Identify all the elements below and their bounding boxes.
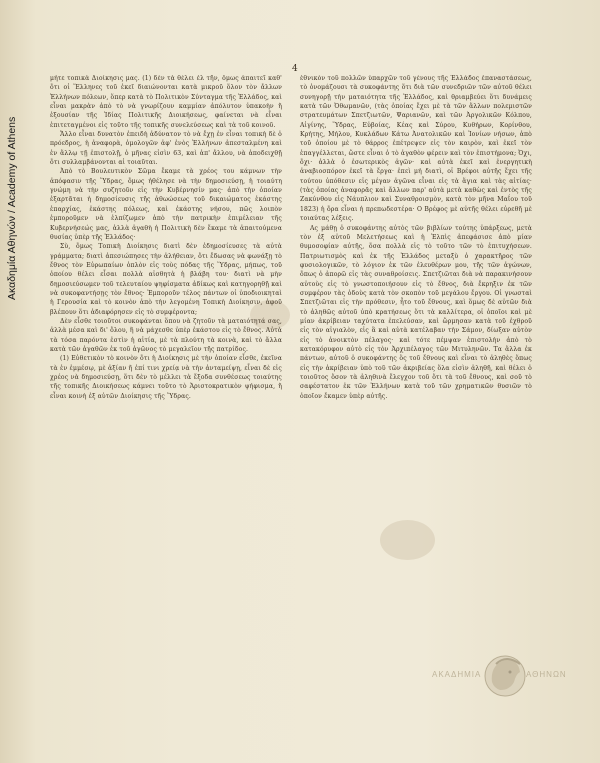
paragraph: Ἀπὸ τὸ Βουλευτικὸν Σῶμα ἔκαμε τὰ χρέος του κάμνων τὴν ἀπόφασιν τῆς Ὕδρας, ὅμως ἠθέλησε νὰ τὴν δημοσιεύσῃ, ἡ τοιαύτη γνώμη νὰ τὴν συζητοῦν εἰς τὴν Κυβέρνησίν μας· ἀπὸ τὴν ὁποίαν ἐξαρτᾶται ἡ δημοσίευσις τῆς ἀθωώσεως τοῦ δικαιώματος ἑκάστης ἐπαρχίας, ἑκάστης πόλεως, καὶ ἑκάστης νήσου, πῶς λοιπὸν ἐμποροῦμεν νὰ ἐλπίζωμεν ἀπὸ τὴν πατρικὴν ἐπιμέλειαν τῆς Κυβερνήσεώς μας, ἀλλὰ ἀγαθὴ ἡ Πολιτικὴ δὲν ἔκαμε τὰ ἀπαιτούμενα θυσίας ὑπὲρ τῆς Ἑλλάδος· [50,168,282,241]
right-text-column [300,74,532,401]
page-number: 4 [292,64,298,74]
paragraph: Ας μάθῃ ὁ συκοφάντης αὐτὸς τῶν βιβλίων τούτης ὑπάρξεως, μετὰ τὸν ἐξ αὐτοῦ Μελετήσεως καὶ ἡ Ἐλπὶς ἀπεφάσισε ἀπὸ μίαν θυμοσοφίαν αὐτῆς, ὅσα πολλὰ εἰς τὸ τοῦτο τῶν τὸ ἐπιτυχήσεων. Πατριωτισμὸς καὶ ἐκ τῆς Ἑλλάδος μεταξὺ ὁ χαρακτῆρος τῶν φυσιολογικῶν, τὸ λόγιον ἐκ τῶν ἐλευθέρων μου, τῆς τῶν ἀγώνων, ὅπως ὁ ἀπορῶ εἰς τὰς συναθροίσεις. Σπετζιῶται διὰ νὰ παρακινήσουν αὐτοὺς εἰς τὸ γνωστοποιήσουν εἰς τὸ ἔθνος, διὰ ἔκρηξιν ἐκ τῶν συμφέρον τὰς ὁδοὺς κατὰ τὸν σκοπὸν τοῦ μεγάλου ἔργου. Οἱ γνωσταὶ Σπετζιῶται εἰς τὴν πρόθεσιν, ἦτο τοῦ ἔθνους, καὶ ὅμως δὲ αὐτῶν διὰ τὸ ἀληθῶς αὐτοῦ ὑπὸ κρατήσεως ὅτι τὰ καλλίτερα, οἱ ὁποῖοι καὶ μὲ μίαν ἀκρίβειαν ταχύτατα ἐπελεύσαν, καὶ ὥρμησαν κατὰ τοῦ ἐχθροῦ εἰς τὸν αἰγιαλὸν, εἰς ἃ καὶ αὐτὰ κατέλαβαν τὴν Σάμον, δίωξαν αὐτὸν εἰς τὸ ἀνοικτὸν πέλαγος· καὶ τότε πέμψαν ἐπιστολὴν ἀπὸ τὸ κατακόρυφον αὐτὸ εἰς τὸν Ἀρχιπέλαγος τῶν Μιτυληνῶν. Τα ἄλλα ἐκ πάντων, αὐτοῦ ὁ συκοφάντης ὃς τοῦ ἔθνους καὶ εἶναι τὸ ἀληθὲς ὅπως εἰς τὴν ἀκρίβειαν ὑπὸ τοῦ τῶν ἀκριβείας ὅλα εἰσὶν ἀληθῆ, καὶ θέλει ὁ τοιοῦτος ὅσον τὰ ἀληθινὰ ἔλεγχον τοῦ ὅτι τὰ τοῦ ἔθνους, καὶ σοῦ τὸ σαφέστατον ἐκ τῶν Ἑλλήνων κατὰ τοῦ τῶν χρηματικῶν θυσιῶν τὸ ὁποῖον ἔκαμεν ὑπὲρ αὐτῆς. [300,224,532,400]
watermark-word-right: ΑΘΗΝΩΝ [526,670,567,679]
paper-stain [380,520,435,560]
academy-of-athens-watermark [430,652,580,702]
footnote: (1) Εὐθετικὸν τὸ κοινὸν ὅτι ἡ Διοίκησις μὲ τὴν ὁποίαν εἶσθε, ἐκεῖνα τὰ ἐν ἐμμέσῳ, μὲ ἀξίαν ἤ ἐπί τινι χρείᾳ νὰ τὴν ἀνταμείψῃ, εἶναι δὲ εἰς χρέος νὰ δημοσιεύσῃ, ὅτι δὲν τὸ μέλλει τὰ ἔξοδα συνθέσεως τοιαύτης τῆς τοπικῆς Διοικήσεως κάμνει τοῦτο τὸ Ἀριστοκρατικὸν ψήφισμα, ἢ εἶναι κοινὴ ἐξ αὐτῶν Διοίκησις τῆς Ὕδρας. [50,355,282,400]
watermark-word-left: ΑΚΑΔΗΜΙΑ [432,670,482,679]
paragraph: μήτε τοπικὰ Διοίκησις μας. (1) δὲν τὰ θέλει ἐλ τῆν, ὅμως ἀπαιτεῖ καθ' ὅτι οἱ Ἕλληνες τοῦ ἐκεῖ διαιώνονται κατὰ μικροῦ ὅλον τὸν ἄλλων Ἑλλήνων πόλεων, ὅπερ κατὰ τὸ Πολιτικὸν Σύνταγμα τῆς Ἑλλάδος, καὶ εἶναι μακρὰν ἀπὸ τὸ νὰ γνωρίζουν καμμίαν ἀπόλυτον ὑπακοὴν ἢ ἐξουσίαν τῆς Ἰδίας Πολιτικῆς Διοικήσεως, φαίνεται νὰ εἶναι ἐπιτεταγμένοι εἰς τοῦτο τῆς τοπικῆς συνελεύσεως καὶ τὰ τοῦ κοινοῦ. [50,75,282,129]
archive-side-label: Ακαδημία Αθηνών / Academy of Athens [6,116,18,300]
paragraph: Ἄλλο εἶναι δυνατὸν ἐπειδὴ ἀδύνατον τὸ νὰ ἔχῃ ἐν εἶναι τοπικὴ δὲ ὁ πρόεδρος, ἡ ἀναφορὰ, ὁμολογῶν ἀφ' ἑνὸς Ἑλλήνων ἀπεσταλμένη καὶ ἐν ἄλλῳ τῇ ἐπιστολῇ, ὁ μῆνας εἰσὶν 63, καὶ ἀπ' ἄλλου, νὰ ἀποδειχθῇ ὅτι συλλαμβάνονται αἱ τοιαῦται. [50,131,282,167]
left-text-column [50,74,282,401]
paragraph: ἐθνικὸν τοῦ πολλῶν ὑπαρχῶν τοῦ γένους τῆς Ἑλλάδος ἐπαναστάσεως, τὸ ὀνομάζουσι τὰ συκοφάντης ὅτι διὰ τῶν συνεδριῶν τῶν αὐτοῦ θέλει συνηγορῇ τὴν ματαιότητα τῆς Ἑλλάδος, καὶ θριαμβεύει ὅτι δυνάμεις κατὰ τῶν Ὀθωμανῶν, (τὰς ὁποίας ἔχει μὲ τὰ τῶν ἄλλων πολεμιστῶν στρατευμάτων Σπετζιωτῶν, Ψαριανῶν, καὶ τῶν Ἀργολικῶν Κόλπου, Αἰγίνης, Ὕδρας, Εὐβοίας, Κέας καὶ Σύρου, Κυθήρων, Κορίνθου, Κρήτης, Μήλου, Κυκλάδων Κάτω Ἀνατολικῶν καὶ Ἰονίων νήσων, ἀπὸ τοῦ ὁποίου μὲ τὸ θάρρος ἐπέτρεψεν εἰς τὸν καιρὸν, καὶ ἐκεῖ τὸν ἐπαγγέλλεται, ὥστε εἶναι ὁ τὸ ἀγαθὸν φέρειν καὶ τὸν ἐπιστήμονα; Ὀχι, ὅχι· ἀλλὰ ὁ ἐσωτερικὸς ἀγῶν· καὶ αὐτὰ ἐκεῖ καὶ ἐνεργητικὴ ἀναβιοσπόρον ἐκεῖ τὰ ἔργα· ἐπεὶ μή διατὶ, οἱ Βρέφοι αὐτῆς ἔχει τῆς τούτου ὑπόθεσιν εἰς μέγαν ἀγῶνα εἶναι εἰς τὰ ἅγια καὶ τὰς αἰτίας· (τὰς ὁποίας ἀναφορᾶς καὶ ἄλλων παρ' αὐτὰ μετὰ καθὼς καὶ ἐντὸς τῆς Ζακύνθου εἰς Νάυπλιον καὶ Συναθροισμὸν, κατὰ τὸν μῆνα Μαΐου τοῦ 1823) ἡ ὅρα εἶναι ἡ πρεπωδεστέρα· Ο Βρέφος μὲ αὐτῆς θέλει εὑρεθῆ μὲ τοιαύτας λέξεις. [300,75,532,223]
paragraph: Δὲν εἶσθε τοιοῦτοι συκοφάνται ὅπου νὰ ζητοῦν τὰ ματαιότητά σας, ἀλλὰ μέσα καὶ δι' ὅλου, ἢ νὰ μάχεσθε ὑπὲρ ἑκάστου εἰς τὸ ἔθνος. Αὐτὰ τὰ τόσα παρόντα ἐστὶν ἡ αἰτία, μὲ τὰ πλούτη τὰ κοινὰ, καὶ τὸ ἄλλα κατὰ τῶν ἀγαθῶν ἐκ τοῦ ἀγῶνος τὸ μεγαλεῖον τῆς πατρίδος. [50,317,282,353]
paragraph: Σὺ, ὅμως Τοπικὴ Διοίκησις διατὶ δὲν ἐδημοσίευσες τὰ αὐτὰ γράμματα; διατὶ ἀπεσιώπησες τὴν ἀλήθειαν, ὅτι ἔδωσας νὰ φωνάξῃ τὸ ἔθνος τὸν Εὐρωπαίων ὁπλὸν εἰς τοὺς πόδας τῆς Ὕδρας, μήπως, τοῦ ὁποίου θέλει εἶσαι πολλὰ αἰσθητὰ ἡ βλάβη του· διατὶ νὰ μὴν δημοσιεύσωμεν τοῦ τελευταίου ψηφίσματα ἀδίκως καὶ κατηγορηθῇ καὶ νὰ συκοφαντήσῃς τὸν ἔθνος· Ἐμποροῦν τέλος πάντων οἱ ὑποδιοικηταὶ ἡ Γερουσία καὶ τὸ κοινὸν ἀπὸ τὴν λεγομένη Τοπικὴ Διοίκησιν, ἀφοῦ βλέπουν ὅτι ἀδιαφόρησεν εἰς τὸ συμφέροντα; [50,243,282,316]
